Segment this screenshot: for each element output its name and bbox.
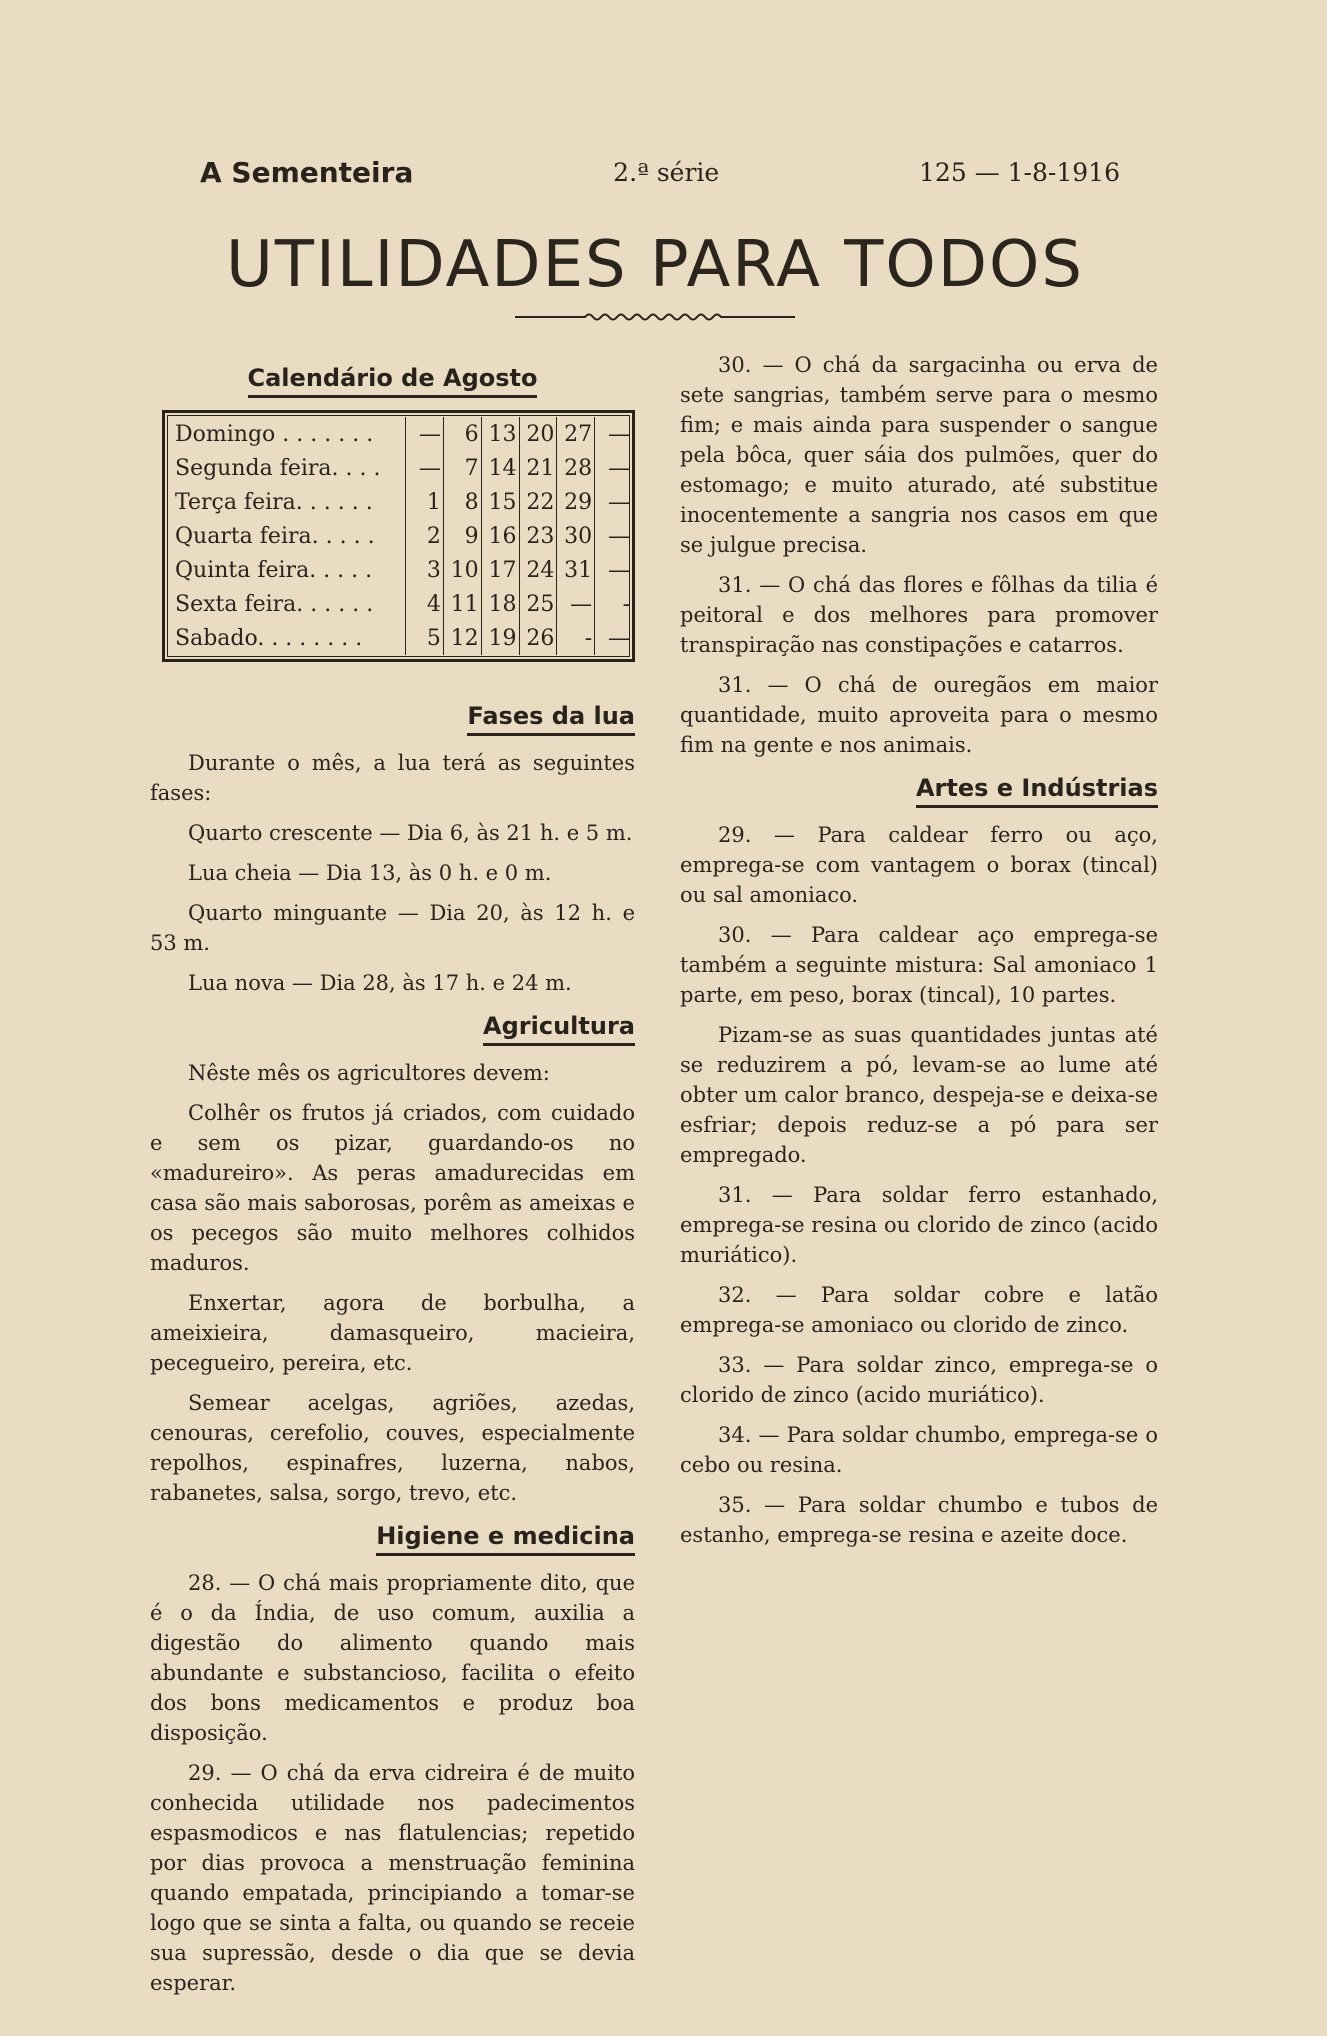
calendar-date: 21 bbox=[519, 451, 557, 485]
calendar-date: 20 bbox=[519, 417, 557, 451]
calendar-date: 18 bbox=[481, 587, 519, 621]
calendar-date: 9 bbox=[443, 519, 481, 553]
calendar-weekday: Terça feira. . . . . . bbox=[175, 489, 373, 515]
issue-date: 125 — 1-8-1916 bbox=[919, 157, 1120, 187]
hygiene-heading: Higiene e medicina bbox=[150, 1522, 635, 1556]
calendar-date: 25 bbox=[519, 587, 557, 621]
arts-paragraph: 32. — Para soldar cobre e latão emprega-se amoniaco ou clorido de zinco. bbox=[680, 1283, 1158, 1337]
calendar-date: — bbox=[595, 553, 632, 587]
calendar-row bbox=[165, 451, 632, 485]
calendar-date: - bbox=[557, 621, 595, 655]
series-label: 2.ª série bbox=[613, 157, 720, 187]
calendar-date: 2 bbox=[406, 519, 444, 553]
moon-phase: Lua nova — Dia 28, às 17 h. e 24 m. bbox=[188, 971, 572, 995]
calendar-date: — bbox=[406, 451, 444, 485]
moon-heading: Fases da lua bbox=[150, 702, 635, 736]
calendar-date: 23 bbox=[519, 519, 557, 553]
calendar-date: - bbox=[595, 587, 632, 621]
calendar-row bbox=[165, 587, 632, 621]
calendar-date: — bbox=[595, 621, 632, 655]
hygiene-paragraph: 29. — O chá da erva cidreira é de muito conhecida utilidade nos padecimentos espasmodicos e nas flatulencias; repetido por dias provoca a menstruação feminina quando empatada, principiando a tomar-se logo que se sinta a falta, ou quando se receie sua supressão, desde o dia que se devia esperar. bbox=[150, 1761, 635, 1995]
left-column bbox=[150, 350, 635, 2008]
calendar-date: 28 bbox=[557, 451, 595, 485]
moon-intro: Durante o mês, a lua terá as seguintes fases: bbox=[150, 751, 635, 805]
calendar-date: 8 bbox=[443, 485, 481, 519]
calendar-row bbox=[165, 519, 632, 553]
agriculture-paragraph: Semear acelgas, agriões, azedas, cenouras, cerefolio, couves, especialmente repolhos, espinafres, luzerna, nabos, rabanetes, salsa, sorgo, trevo, etc. bbox=[150, 1391, 635, 1505]
calendar-date: 31 bbox=[557, 553, 595, 587]
calendar-date: 11 bbox=[443, 587, 481, 621]
arts-heading: Artes e Indústrias bbox=[680, 774, 1158, 808]
running-head bbox=[200, 152, 1120, 192]
calendar-table bbox=[165, 417, 632, 655]
calendar-weekday: Sexta feira. . . . . . bbox=[175, 591, 374, 617]
calendar-weekday: Quarta feira. . . . . bbox=[175, 523, 375, 549]
calendar-date: — bbox=[595, 485, 632, 519]
agriculture-paragraph: Colhêr os frutos já criados, com cuidado e sem os pizar, guardando-os no «madureiro». As peras amadurecidas em casa são mais saborosas, porêm as ameixas e os pecegos são muito melhores colhidos maduros. bbox=[150, 1101, 635, 1275]
hygiene-paragraph: 28. — O chá mais propriamente dito, que é o da Índia, de uso comum, auxilia a digestão do alimento quando mais abundante e substancioso, facilita o efeito dos bons medicamentos e produz boa disposição. bbox=[150, 1571, 635, 1745]
calendar-date: 10 bbox=[443, 553, 481, 587]
calendar-weekday: Sabado. . . . . . . . bbox=[175, 625, 363, 651]
calendar-row bbox=[165, 621, 632, 655]
calendar-date: — bbox=[595, 519, 632, 553]
hygiene-paragraph: 30. — O chá da sargacinha ou erva de sete sangrias, também serve para o mesmo fim; e mais ainda para suspender o sangue pela bôca, quer sáia dos pulmões, quer do estomago; e muito aturado, até substitue inocentemente a sangria nos casos em que se julgue precisa. bbox=[680, 353, 1158, 557]
calendar-date: 26 bbox=[519, 621, 557, 655]
arts-paragraph: 34. — Para soldar chumbo, emprega-se o cebo ou resina. bbox=[680, 1423, 1158, 1477]
calendar-weekday: Quinta feira. . . . . bbox=[175, 557, 373, 583]
calendar-date: — bbox=[595, 417, 632, 451]
calendar-weekday: Segunda feira. . . . bbox=[175, 455, 381, 481]
calendar-row bbox=[165, 553, 632, 587]
arts-paragraph: 31. — Para soldar ferro estanhado, emprega-se resina ou clorido de zinco (acido muriático). bbox=[680, 1183, 1158, 1267]
calendar-weekday: Domingo . . . . . . . bbox=[175, 421, 374, 447]
agriculture-paragraph: Enxertar, agora de borbulha, a ameixieira, damasqueiro, macieira, pecegueiro, pereira, etc. bbox=[150, 1291, 635, 1375]
wavy-ornament bbox=[515, 310, 795, 324]
right-column bbox=[680, 350, 1158, 1560]
calendar-date: — bbox=[595, 451, 632, 485]
calendar-date: 14 bbox=[481, 451, 519, 485]
calendar-date: 15 bbox=[481, 485, 519, 519]
calendar-date: 27 bbox=[557, 417, 595, 451]
calendar-date: 24 bbox=[519, 553, 557, 587]
calendar-row bbox=[165, 485, 632, 519]
calendar-date: 7 bbox=[443, 451, 481, 485]
calendar-date: 6 bbox=[443, 417, 481, 451]
calendar-heading: Calendário de Agosto bbox=[150, 364, 635, 398]
hygiene-paragraph: 31. — O chá de ouregãos em maior quantidade, muito aproveita para o mesmo fim na gente e nos animais. bbox=[680, 673, 1158, 757]
agriculture-heading: Agricultura bbox=[150, 1012, 635, 1046]
hygiene-paragraph: 31. — O chá das flores e fôlhas da tilia é peitoral e dos melhores para promover transpiração nas constipações e catarros. bbox=[680, 573, 1158, 657]
arts-paragraph: Pizam-se as suas quantidades juntas até se reduzirem a pó, levam-se ao lume até obter um calor branco, despeja-se e deixa-se esfriar; depois reduz-se a pó para ser empregado. bbox=[680, 1023, 1158, 1167]
calendar-date: 1 bbox=[406, 485, 444, 519]
journal-name: A Sementeira bbox=[200, 155, 414, 189]
calendar-date: — bbox=[557, 587, 595, 621]
arts-paragraph: 30. — Para caldear aço emprega-se também a seguinte mistura: Sal amoniaco 1 parte, em peso, borax (tincal), 10 partes. bbox=[680, 923, 1158, 1007]
calendar-date: 12 bbox=[443, 621, 481, 655]
calendar-box bbox=[162, 410, 635, 662]
calendar-date: 16 bbox=[481, 519, 519, 553]
arts-paragraph: 35. — Para soldar chumbo e tubos de estanho, emprega-se resina e azeite doce. bbox=[680, 1493, 1158, 1547]
calendar-row bbox=[165, 417, 632, 451]
calendar-date: 3 bbox=[406, 553, 444, 587]
moon-phase: Quarto minguante — Dia 20, às 12 h. e 53 m. bbox=[150, 901, 635, 955]
moon-phase: Lua cheia — Dia 13, às 0 h. e 0 m. bbox=[188, 861, 552, 885]
calendar-date: 17 bbox=[481, 553, 519, 587]
moon-phase: Quarto crescente — Dia 6, às 21 h. e 5 m. bbox=[188, 821, 633, 845]
arts-paragraph: 29. — Para caldear ferro ou aço, emprega-se com vantagem o borax (tincal) ou sal amoniaco. bbox=[680, 823, 1158, 907]
calendar-date: — bbox=[406, 417, 444, 451]
page-title: UTILIDADES PARA TODOS bbox=[226, 228, 1084, 302]
calendar-date: 13 bbox=[481, 417, 519, 451]
calendar-date: 5 bbox=[406, 621, 444, 655]
calendar-date: 19 bbox=[481, 621, 519, 655]
arts-paragraph: 33. — Para soldar zinco, emprega-se o clorido de zinco (acido muriático). bbox=[680, 1353, 1158, 1407]
calendar-date: 29 bbox=[557, 485, 595, 519]
calendar-date: 4 bbox=[406, 587, 444, 621]
calendar-date: 22 bbox=[519, 485, 557, 519]
agriculture-paragraph: Nêste mês os agricultores devem: bbox=[188, 1061, 550, 1085]
calendar-date: 30 bbox=[557, 519, 595, 553]
